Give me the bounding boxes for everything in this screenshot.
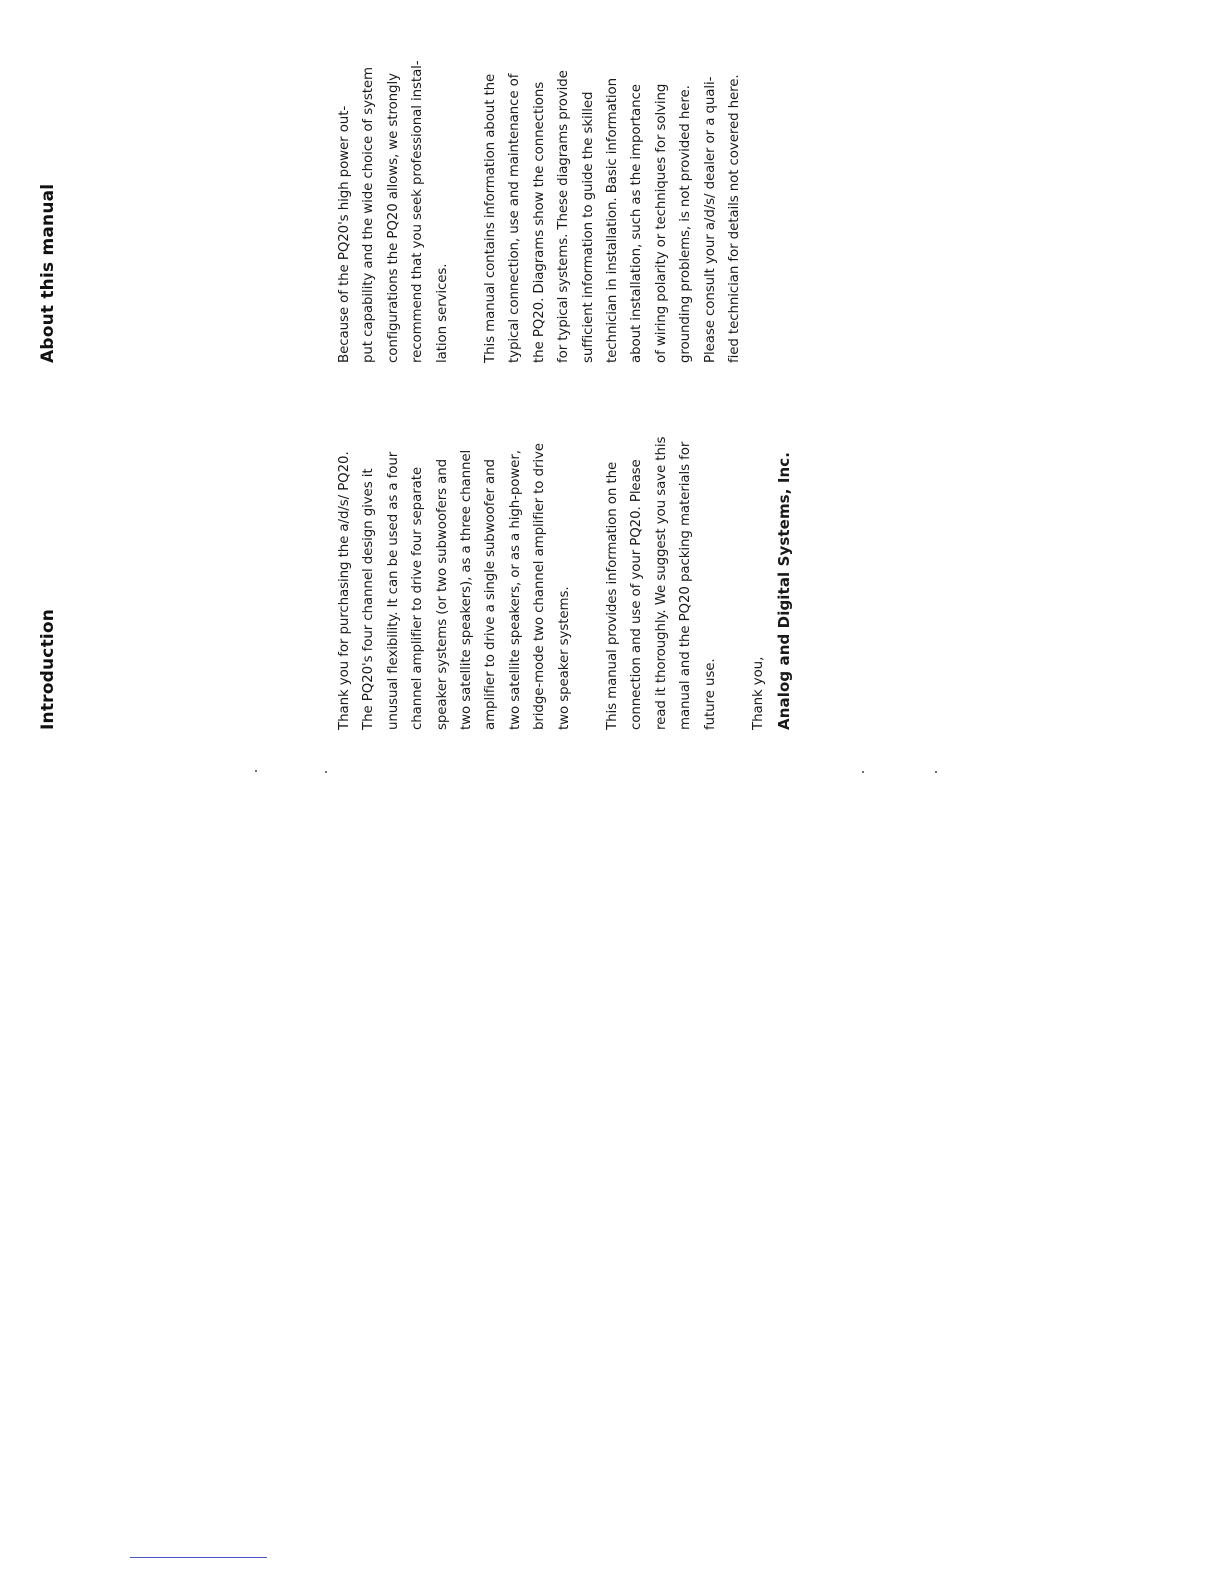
text-line: typical connection, use and maintenance of [507,73,523,363]
about-manual-heading: About this manual [38,183,58,363]
about-manual-column [333,3,748,363]
text-line: read it thoroughly. We suggest you save this [653,436,669,730]
text-line: put capability and the wide choice of system [361,66,377,363]
text-line: Please consult your a/d/s/ dealer or a quali- [702,76,718,363]
text-line: speaker systems (or two subwoofers and [434,458,450,730]
closing-text: Thank you, [751,656,767,730]
text-line: about installation, such as the importance [629,84,645,363]
text-line: for typical systems. These diagrams provide [556,70,572,363]
text-line: grounding problems, is not provided here. [678,85,694,363]
text-line: fied technician for details not covered here. [727,74,743,363]
text-line: sufficient information to guide the skilled [580,91,596,363]
text-line: two satellite speakers, or as a high-power, [507,450,523,730]
text-line: technician in installation. Basic information [605,78,621,363]
text-line: bridge-mode two channel amplifier to drive [532,443,548,730]
about-paragraph-2 [479,3,747,363]
text-line: two satellite speakers), as a three channel [459,449,475,730]
text-line: Because of the PQ20's high power out- [337,105,352,363]
intro-paragraph-1 [333,370,577,730]
text-line: recommend that you seek professional instal- [410,60,426,363]
text-line: future use. [702,658,718,730]
text-line: of wiring polarity or techniques for solving [653,83,669,363]
text-line: manual and the PQ20 packing materials for [678,441,694,730]
scan-speck [325,771,327,773]
text-line: amplifier to drive a single subwoofer and [483,459,499,730]
text-line: This manual contains information about the [483,73,499,363]
scan-speck [255,770,257,772]
text-line: This manual provides information on the [605,461,621,730]
text-line: configurations the PQ20 allows, we strongly [385,73,401,363]
closing-block [747,370,796,730]
text-line: lation services. [434,263,450,363]
text-line: The PQ20's four channel design gives it [361,468,377,730]
scan-edge-line [130,1557,267,1558]
scan-speck [862,771,864,773]
intro-paragraph-2 [601,370,723,730]
text-line: channel amplifier to drive four separate [410,467,426,730]
text-line: the PQ20. Diagrams show the connections [531,81,547,363]
text-line: connection and use of your PQ20. Please [629,459,645,730]
company-signature: Analog and Digital Systems, Inc. [774,451,793,730]
text-line: unusual flexibility. It can be used as a four [385,451,401,730]
introduction-column [333,370,796,730]
text-line: two speaker systems. [556,586,572,730]
text-line: Thank you for purchasing the a/d/s/ PQ20. [337,451,352,730]
introduction-heading: Introduction [38,608,58,730]
about-paragraph-1 [333,3,455,363]
scan-speck [935,771,937,773]
